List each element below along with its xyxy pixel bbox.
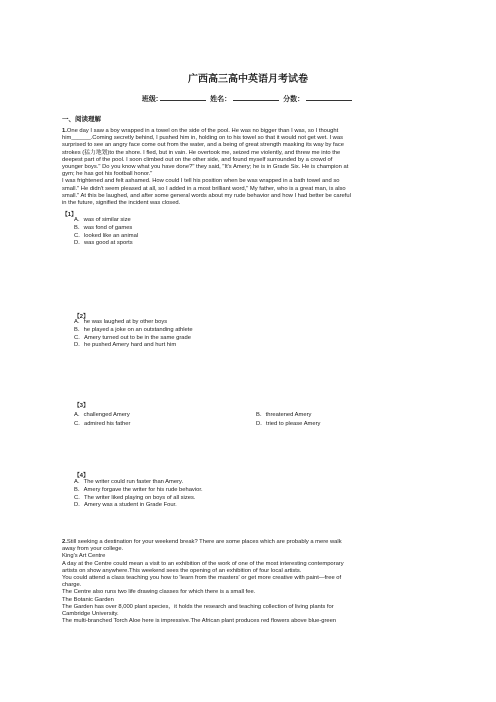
option-d[interactable]: D．Amery was a student in Grade Four. bbox=[74, 502, 177, 509]
score-label: 分数： bbox=[283, 96, 305, 103]
question-1-label: 【1】 bbox=[62, 212, 77, 218]
passage-2 bbox=[62, 539, 438, 625]
question-number: 2. bbox=[62, 539, 67, 545]
passage-line: A day at the Centre could mean a visit to an exhibition of the work of one of the most interesting contemporary bbox=[62, 560, 344, 567]
passage-line: Cambridge University. bbox=[62, 611, 119, 618]
option-a[interactable]: A．challenged Amery bbox=[74, 412, 130, 418]
passage-line: The Botanic Garden bbox=[62, 596, 114, 603]
student-info-line bbox=[0, 94, 496, 104]
option-d[interactable]: D．he pushed Amery hard and hurt him bbox=[74, 342, 177, 349]
passage-line: small." He didn't seem pleased at all, so I added in a most brilliant word," My father, who is a great man, is also bbox=[62, 185, 346, 192]
passage-line: in the future, signified the incident was closed. bbox=[62, 200, 181, 207]
question-number: 1. bbox=[62, 128, 67, 134]
score-blank[interactable] bbox=[306, 94, 352, 101]
passage-line: surprised to see an angry face come out from the water, and a being of great strength masking its way by face bbox=[62, 142, 344, 149]
option-c[interactable]: C．The writer liked playing on boys of all sizes. bbox=[74, 494, 196, 501]
name-label: 姓名： bbox=[210, 96, 232, 103]
passage-1 bbox=[62, 128, 438, 207]
passage-line: strokes (猛力地划)to the shore. I fled, but in vain. He overtook me, seized me violently, and threw me into the bbox=[62, 149, 341, 156]
question-4-label: 【4】 bbox=[74, 473, 89, 479]
question-4-options bbox=[74, 479, 203, 510]
passage-line: artists on show anywhere.This weekend sees the opening of an exhibition of four local artists. bbox=[62, 567, 302, 574]
option-b[interactable]: B．Amery forgave the writer for his rude behavior. bbox=[74, 486, 203, 493]
passage-line: deepest part of the pool. I soon climbed out on the other side, and found myself surrounded by a crowd of bbox=[62, 156, 333, 163]
passage-line: gym; he has got his football honor." bbox=[62, 171, 153, 178]
option-b[interactable]: B．he played a joke on an outstanding athlete bbox=[74, 326, 193, 333]
option-c[interactable]: C．admired his father bbox=[74, 421, 131, 427]
passage-line: him______.Coming secretly behind, I pushed him in, holding on to his towel so that it would not get wet. I was bbox=[62, 135, 343, 142]
passage-line: younger boys." Do you know what you have done?" they said, "It's Amery; he is in Grade Six. He is champion at bbox=[62, 164, 349, 171]
passage-line: 1.One day I saw a boy wrapped in a towel on the side of the pool. He was no bigger than I was, so I thought bbox=[62, 128, 339, 134]
class-label: 班级: bbox=[141, 96, 159, 103]
passage-line: King's Art Centre bbox=[62, 553, 106, 560]
option-d[interactable]: D．was good at sports bbox=[74, 240, 133, 247]
question-2-label: 【2】 bbox=[74, 314, 89, 320]
passage-line: 2.Still seeking a destination for your weekend break? There are some places which are probably a mere walk bbox=[62, 539, 342, 545]
question-1-options bbox=[74, 217, 138, 248]
option-a[interactable]: A．was of similar size bbox=[74, 217, 131, 223]
section-heading: 一、阅读理解 bbox=[62, 116, 101, 123]
passage-line: I was frightened and felt ashamed. How could I tell his position when be was wrapped in a bath towel and so bbox=[62, 178, 340, 185]
passage-line: charge. bbox=[62, 582, 82, 589]
passage-line: The Centre also runs two life drawing classes for which there is a small fee. bbox=[62, 589, 256, 596]
option-a[interactable]: A．The writer could run faster than Amery. bbox=[74, 479, 184, 485]
passage-line: The Garden has over 8,000 plant species，it holds the research and teaching collection of living plants for bbox=[62, 603, 334, 610]
passage-line: away from your college. bbox=[62, 546, 124, 553]
name-blank[interactable] bbox=[233, 94, 279, 101]
passage-line: small." At this be laughed, and after some general words about my rude behavior and how I had better be careful bbox=[62, 192, 351, 199]
option-c[interactable]: C．Amery turned out to be in the same grade bbox=[74, 334, 191, 341]
option-b[interactable]: B．threatened Amery bbox=[256, 412, 312, 418]
question-2-options bbox=[74, 319, 193, 350]
option-c[interactable]: C．looked like an animal bbox=[74, 232, 139, 239]
option-a[interactable]: A．he was laughed at by other boys bbox=[74, 319, 168, 325]
class-blank[interactable] bbox=[160, 94, 206, 101]
question-3-label: 【3】 bbox=[74, 403, 89, 409]
option-d[interactable]: D．tried to please Amery bbox=[256, 421, 321, 427]
page-title: 广西高三高中英语月考试卷 bbox=[188, 74, 308, 85]
passage-line: The multi-branched Torch Aloe here is impressive.The African plant produces red flowers above blue-green bbox=[62, 618, 337, 625]
passage-line: You could attend a class teaching you how to 'learn from the masters' or get more creative with paint—free of bbox=[62, 575, 342, 582]
option-b[interactable]: B．was fond of games bbox=[74, 224, 133, 231]
